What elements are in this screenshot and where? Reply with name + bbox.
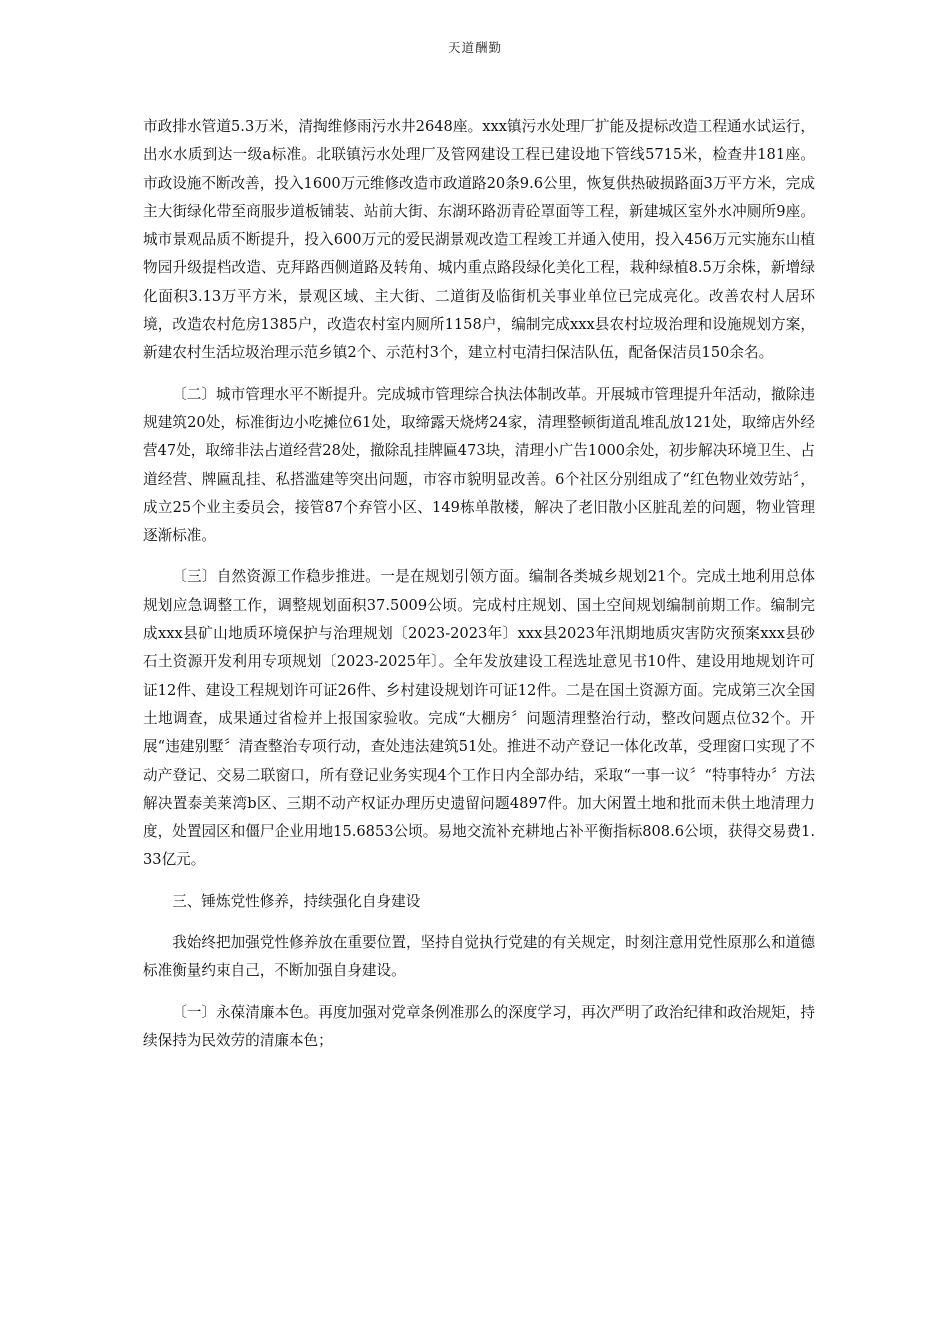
paragraph-integrity: 〔一〕永葆清廉本色。再度加强对党章条例准那么的深度学习，再次严明了政治纪律和政治规矩，持续保持为民效劳的清廉本色； (143, 1003, 815, 1049)
document-body (143, 113, 815, 1055)
paragraph-city-management: 〔二〕城市管理水平不断提升。完成城市管理综合执法体制改革。开展城市管理提升年活动，撤除违规建筑20处，标准街边小吃摊位61处，取缔露天烧烤24家，清理整顿街道乱堆乱放121处，取缔店外经营47处，取缔非法占道经营28处，撤除乱挂牌匾473块，清理小广告1000余处，初步解决环境卫生、占道经营、牌匾乱挂、私搭滥建等突出问题，市容市貌明显改善。6个社区分别组成了“红色物业效劳站〞，成立25个业主委员会，接管87个弃管小区、149栋单散楼，解决了老旧散小区脏乱差的问题，物业管理逐渐标准。 (143, 385, 815, 545)
page-header: 天道酬勤 (447, 40, 502, 55)
section-heading-three: 三、锤炼党性修养，持续强化自身建设 (172, 892, 421, 910)
paragraph-urban-infrastructure: 市政排水管道5.3万米，清掏维修雨污水井2648座。xxx镇污水处理厂扩能及提标改造工程通水试运行，出水水质到达一级a标准。北联镇污水处理厂及管网建设工程已建设地下管线5715米，检查井181座。市政设施不断改善，投入1600万元维修改造市政道路20条9.6公里，恢复供热破损路面3万平方米，完成主大街绿化带至商服步道板铺装、站前大街、东湖环路沥青砼罩面等工程，新建城区室外水冲厕所9座。城市景观品质不断提升，投入600万元的爱民湖景观改造工程竣工并通入使用，投入456万元实施东山植物园升级提档改造、克拜路西侧道路及转角、城内重点路段绿化美化工程，栽种绿植8.5万余株，新增绿化面积3.13万平方米，景观区域、主大街、二道街及临街机关事业单位已完成亮化。改善农村人居环境，改造农村危房1385户，改造农村室内厕所1158户，编制完成xxx县农村垃圾治理和设施规划方案，新建农村生活垃圾治理示范乡镇2个、示范村3个，建立村屯清扫保洁队伍，配备保洁员150余名。 (143, 118, 815, 362)
paragraph-natural-resources: 〔三〕自然资源工作稳步推进。一是在规划引领方面。编制各类城乡规划21个。完成土地利用总体规划应急调整工作，调整规划面积37.5009公顷。完成村庄规划、国土空间规划编制前期工作。编制完成xxx县矿山地质环境保护与治理规划〔2023-2023年〕xxx县2023年汛期地质灾害防灾预案xxx县砂石土资源开发利用专项规划〔2023-2025年〕。全年发放建设工程选址意见书10件、建设用地规划许可证12件、建设工程规划许可证26件、乡村建设规划许可证12件。二是在国土资源方面。完成第三次全国土地调查，成果通过省检并上报国家验收。完成“大棚房〞问题清理整治行动，整改问题点位32个。开展“违建别墅〞清查整治专项行动，查处违法建筑51处。推进不动产登记一体化改革，受理窗口实现了不动产登记、交易二联窗口，所有登记业务实现4个工作日内全部办结，采取“一事一议〞“特事特办〞方法解决置泰美莱湾b区、三期不动产权证办理历史遗留问题4897件。加大闲置土地和批而未供土地清理力度，处置园区和僵尸企业用地15.6853公顷。易地交流补充耕地占补平衡指标808.6公顷，获得交易费1.33亿元。 (143, 568, 815, 869)
paragraph-party-cultivation: 我始终把加强党性修养放在重要位置，坚持自觉执行党建的有关规定，时刻注意用党性原那么和道德标准衡量约束自己，不断加强自身建设。 (143, 934, 815, 980)
